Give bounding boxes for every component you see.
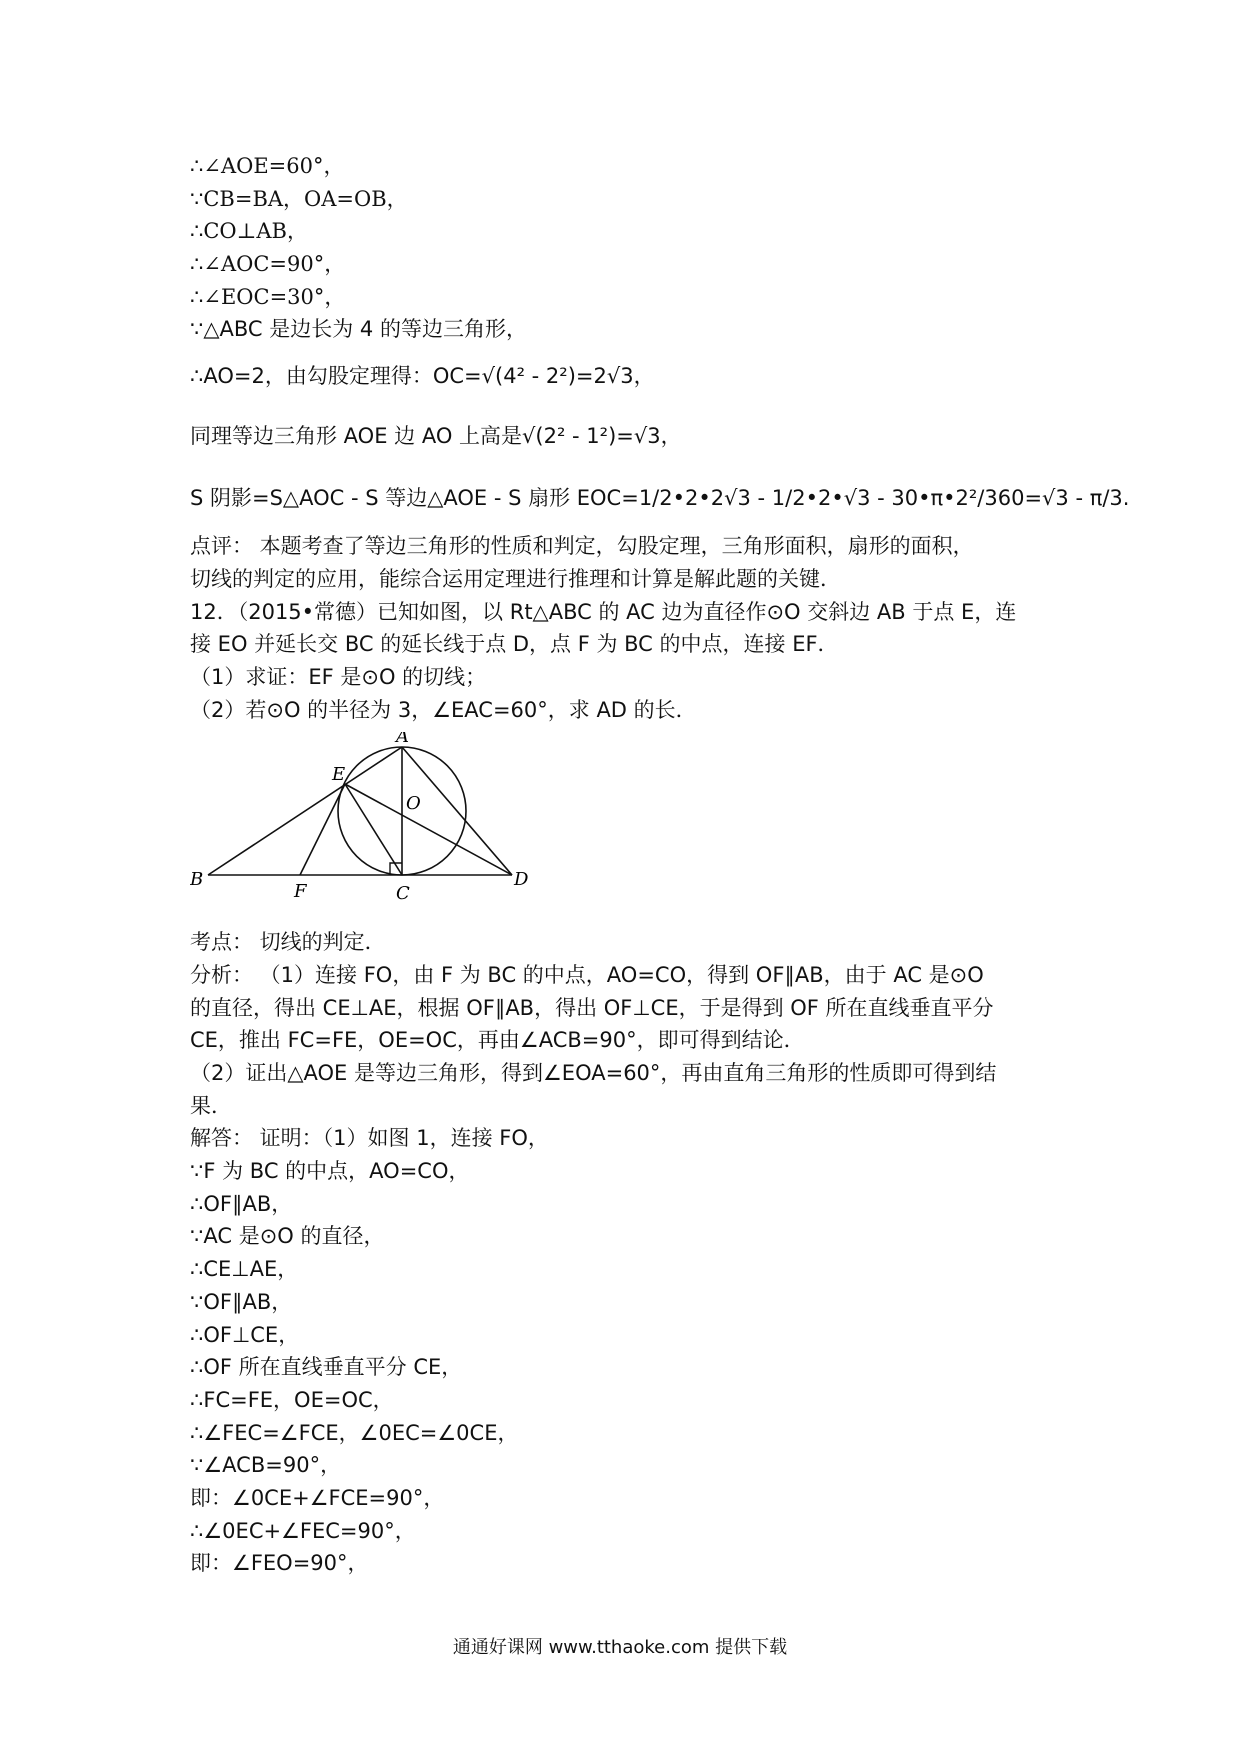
analysis-text: CE，推出 FC=FE，OE=OC，再由∠ACB=90°，即可得到结论．	[190, 1028, 805, 1053]
text-line: 同理等边三角形 AOE 边 AO 上高是√(2² - 1²)=√3，	[190, 424, 682, 449]
analysis-text: （2）证出△AOE 是等边三角形，得到∠EOA=60°，再由直角三角形的性质即可得到结	[190, 1061, 997, 1085]
solution-step: ∴∠FEC=∠FCE，∠0EC=∠0CE，	[190, 1420, 519, 1445]
analysis-text: 分析： （1）连接 FO，由 F 为 BC 的中点，AO=CO，得到 OF∥AB，由于 AC 是⊙O	[190, 962, 984, 987]
problem-part-2: （2）若⊙O 的半径为 3，∠EAC=60°，求 AD 的长．	[190, 697, 697, 722]
label-a: A	[396, 732, 409, 748]
solution-step: ∴∠0EC+∠FEC=90°，	[190, 1518, 416, 1543]
text-line: ∴∠AOE=60°，	[190, 154, 345, 178]
text-line: ∵△ABC 是边长为 4 的等边三角形，	[190, 317, 527, 342]
text-line: ∴∠AOC=90°，	[190, 252, 346, 277]
label-e: E	[332, 764, 346, 786]
solution-text: 解答： 证明：（1）如图 1，连接 FO，	[190, 1126, 549, 1151]
solution-step: ∵∠ACB=90°，	[190, 1453, 342, 1478]
solution-step: ∵OF∥AB，	[190, 1289, 293, 1314]
label-o: O	[406, 793, 421, 815]
solution-step: ∴OF∥AB，	[190, 1191, 293, 1216]
text-line: 点评： 本题考查了等边三角形的性质和判定，勾股定理，三角形面积，扇形的面积，	[190, 534, 974, 559]
area-formula: S 阴影=S△AOC - S 等边△AOE - S 扇形 EOC=1/2•2•2√3 - 1/2•2•√3 - 30•π•2²/360=√3 - π/3.	[190, 486, 1130, 511]
text-line: ∴CO⊥AB，	[190, 219, 308, 244]
key-point: 考点： 切线的判定．	[190, 930, 386, 955]
document-body	[190, 150, 1130, 1580]
solution-step: ∴OF⊥CE，	[190, 1322, 300, 1347]
segment-ef	[300, 784, 345, 875]
solution-step: ∵F 为 BC 的中点，AO=CO，	[190, 1159, 470, 1184]
problem-statement: 12．（2015•常德）已知如图，以 Rt△ABC 的 AC 边为直径作⊙O 交斜边 AB 于点 E，连	[190, 599, 1017, 624]
label-f: F	[294, 881, 307, 903]
solution-step: ∵AC 是⊙O 的直径，	[190, 1224, 385, 1249]
page-footer: 通通好课网 www.tthaoke.com 提供下载	[452, 1637, 788, 1658]
analysis-text: 果．	[190, 1093, 232, 1118]
problem-statement: 接 EO 并延长交 BC 的延长线于点 D，点 F 为 BC 的中点，连接 EF．	[190, 632, 839, 657]
label-d: D	[514, 869, 529, 891]
solution-step: ∴CE⊥AE，	[190, 1257, 299, 1282]
segment-ed	[345, 784, 512, 875]
text-line: ∵CB=BA，OA=OB，	[190, 186, 408, 211]
solution-step: 即：∠FEO=90°，	[190, 1551, 369, 1576]
geometry-figure	[190, 732, 610, 917]
solution-step: ∴FC=FE，OE=OC，	[190, 1387, 394, 1412]
label-c: C	[396, 883, 410, 905]
segment-ba	[208, 747, 402, 875]
problem-part-1: （1）求证：EF 是⊙O 的切线；	[190, 664, 487, 689]
text-line: ∴AO=2，由勾股定理得：OC=√(4² - 2²)=2√3，	[190, 364, 655, 389]
analysis-text: 的直径，得出 CE⊥AE，根据 OF∥AB，得出 OF⊥CE，于是得到 OF 所在直线垂直平分	[190, 995, 994, 1020]
segment-ec	[345, 784, 402, 875]
label-b: B	[190, 869, 204, 891]
text-line: ∴∠EOC=30°，	[190, 284, 346, 309]
solution-step: 即：∠0CE+∠FCE=90°，	[190, 1485, 445, 1510]
solution-step: ∴OF 所在直线垂直平分 CE，	[190, 1355, 463, 1380]
text-line: 切线的判定的应用，能综合运用定理进行推理和计算是解此题的关键．	[190, 566, 841, 591]
